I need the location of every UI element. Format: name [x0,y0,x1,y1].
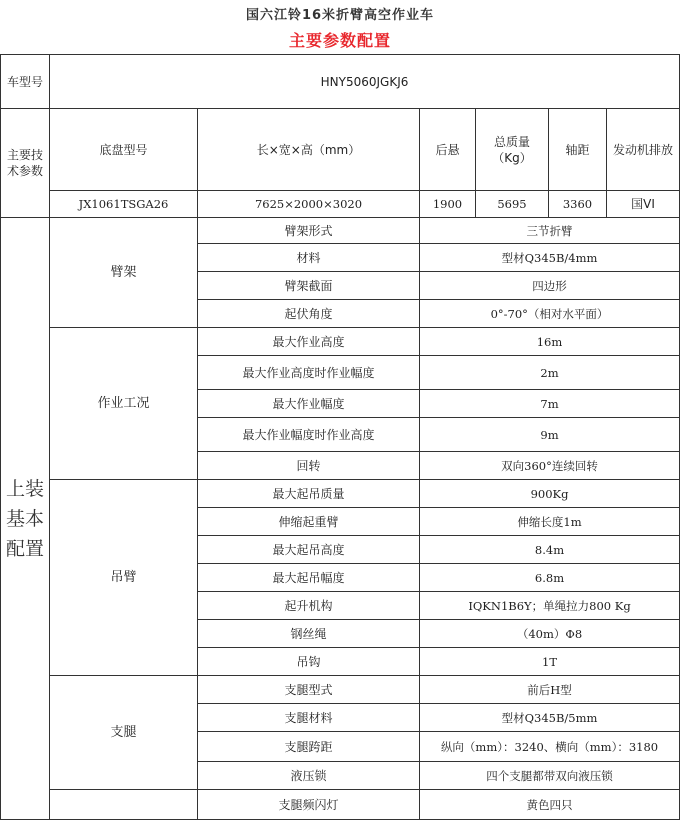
group-label: 吊臂 [50,480,198,676]
param-value: 9m [420,418,680,452]
param-value: 2m [420,356,680,390]
group-label: 支腿 [50,676,198,790]
param-value: 1T [420,648,680,676]
upper-row [1,676,680,704]
param-value: 双向360°连续回转 [420,452,680,480]
tech-value-row [1,191,680,218]
param-value: 三节折臂 [420,218,680,244]
param-name: 支腿材料 [198,704,420,732]
tech-header-row [1,109,680,191]
vehicle-model-value: HNY5060JGKJ6 [50,55,680,109]
param-value: 0°-70°（相对水平面） [420,300,680,328]
tech-value-emission: 国VI [607,191,680,218]
param-name: 最大起吊质量 [198,480,420,508]
tech-value-wheelbase: 3360 [549,191,607,218]
tech-header-wheelbase: 轴距 [549,109,607,191]
upper-row [1,328,680,356]
param-value: 8.4m [420,536,680,564]
param-name: 材料 [198,244,420,272]
tech-value-chassis: JX1061TSGA26 [50,191,198,218]
spec-table [0,54,680,820]
group-label: 作业工况 [50,328,198,480]
param-value: （40m）Φ8 [420,620,680,648]
param-name: 回转 [198,452,420,480]
param-name: 支腿型式 [198,676,420,704]
upper-config-label: 上装基本配置 [1,218,50,820]
param-name: 钢丝绳 [198,620,420,648]
param-name: 最大作业高度 [198,328,420,356]
param-name: 最大作业幅度时作业高度 [198,418,420,452]
tech-header-rear-overhang: 后悬 [420,109,476,191]
param-value: 型材Q345B/5mm [420,704,680,732]
param-name: 起升机构 [198,592,420,620]
param-value: 四边形 [420,272,680,300]
page-title: 国六江铃16米折臂高空作业车 [245,8,435,23]
param-value: 900Kg [420,480,680,508]
tech-header-dimensions: 长×宽×高（mm） [198,109,420,191]
param-name: 支腿频闪灯 [198,790,420,820]
param-name: 起伏角度 [198,300,420,328]
param-name: 吊钩 [198,648,420,676]
tech-value-dimensions: 7625×2000×3020 [198,191,420,218]
param-name: 最大起吊幅度 [198,564,420,592]
upper-row [1,790,680,820]
vehicle-model-label: 车型号 [1,55,50,109]
group-label [50,790,198,820]
upper-row [1,480,680,508]
tech-params-label: 主要技术参数 [1,109,50,218]
tech-header-chassis: 底盘型号 [50,109,198,191]
group-label: 臂架 [50,218,198,328]
tech-value-total-mass: 5695 [476,191,549,218]
param-value: 前后H型 [420,676,680,704]
param-name: 伸缩起重臂 [198,508,420,536]
param-value: IQKN1B6Y；单绳拉力800 Kg [420,592,680,620]
tech-header-total-mass: 总质量（Kg） [476,109,549,191]
upper-row [1,218,680,244]
param-value: 6.8m [420,564,680,592]
param-name: 最大作业幅度 [198,390,420,418]
param-name: 支腿跨距 [198,732,420,762]
page-subtitle: 主要参数配置 [288,31,391,50]
vehicle-model-row [1,55,680,109]
param-name: 液压锁 [198,762,420,790]
tech-header-emission: 发动机排放 [607,109,680,191]
tech-value-rear-overhang: 1900 [420,191,476,218]
param-name: 臂架形式 [198,218,420,244]
param-value: 16m [420,328,680,356]
param-value: 纵向（mm）：3240、横向（mm）：3180 [420,732,680,762]
param-value: 型材Q345B/4mm [420,244,680,272]
param-value: 四个支腿都带双向液压锁 [420,762,680,790]
param-value: 7m [420,390,680,418]
param-name: 臂架截面 [198,272,420,300]
param-value: 伸缩长度1m [420,508,680,536]
param-name: 最大起吊高度 [198,536,420,564]
param-name: 最大作业高度时作业幅度 [198,356,420,390]
param-value: 黄色四只 [420,790,680,820]
